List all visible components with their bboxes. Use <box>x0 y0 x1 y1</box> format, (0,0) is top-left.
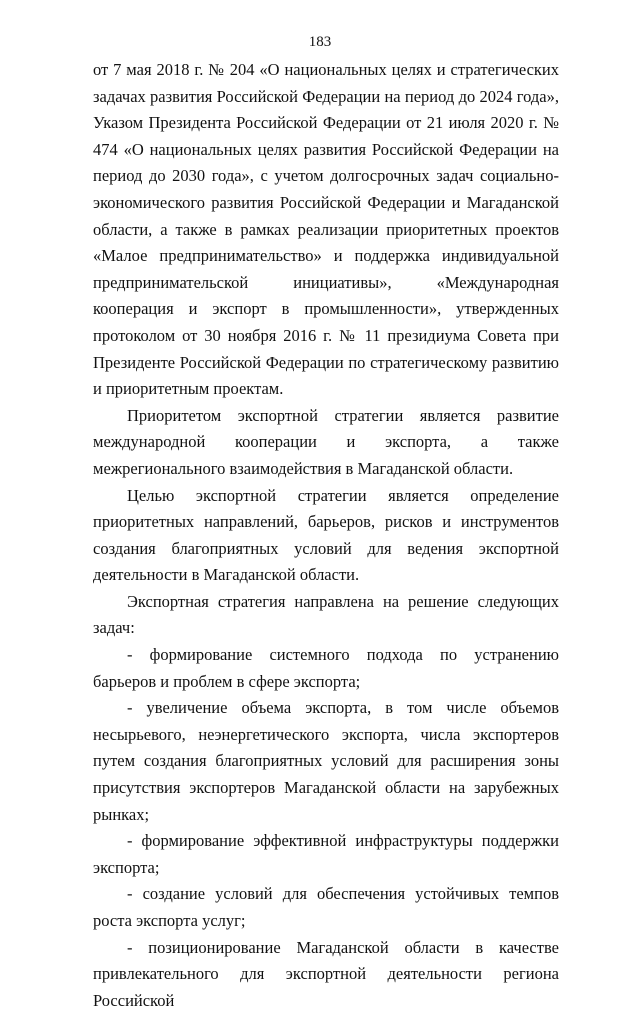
list-item-task-4: - создание условий для обеспечения устойчивых темпов роста экспорта услуг; <box>93 884 559 930</box>
paragraph-intro-continuation: от 7 мая 2018 г. № 204 «О национальных целях и стратегических задачах развития Российской Федерации на период до 2024 года», Указом Президента Российской Федерации от 21 июля 2020 г. № 474 «О национальных целях развития Российской Федерации на период до 2030 года», с учетом долгосрочных задач социально-экономического развития Российской Федерации и Магаданской области, а также в рамках реализации приоритетных проектов «Малое предпринимательство» и поддержка индивидуальной предпринимательской инициативы», «Международная кооперация и экспорт в промышленности», утвержденных протоколом от 30 ноября 2016 г. № 11 президиума Совета при Президенте Российской Федерации по стратегическому развитию и приоритетным проектам. <box>93 60 559 399</box>
paragraph-priority: Приоритетом экспортной стратегии является развитие международной кооперации и экспорта, а также межрегионального взаимодействия в Магаданской области. <box>93 405 559 478</box>
paragraph-tasks-intro: Экспортная стратегия направлена на решение следующих задач: <box>93 591 559 638</box>
list-item-task-2: - увеличение объема экспорта, в том числе объемов несырьевого, неэнергетического экспорта, числа экспортеров путем создания благоприятных условий для расширения зоны присутствия экспортеров Магаданской области на зарубежных рынках; <box>93 698 559 824</box>
paragraph-goal: Целью экспортной стратегии является определение приоритетных направлений, барьеров, рисков и инструментов создания благоприятных условий для ведения экспортной деятельности в Магаданской области. <box>93 485 559 585</box>
list-item-task-1: - формирование системного подхода по устранению барьеров и проблем в сфере экспорта; <box>93 645 559 691</box>
list-item-task-3: - формирование эффективной инфраструктуры поддержки экспорта; <box>93 831 559 877</box>
document-body <box>93 57 559 1014</box>
page-number: 183 <box>308 34 332 50</box>
list-item-task-5: - позиционирование Магаданской области в качестве привлекательного для экспортной деятельности региона Российской <box>93 937 559 1010</box>
